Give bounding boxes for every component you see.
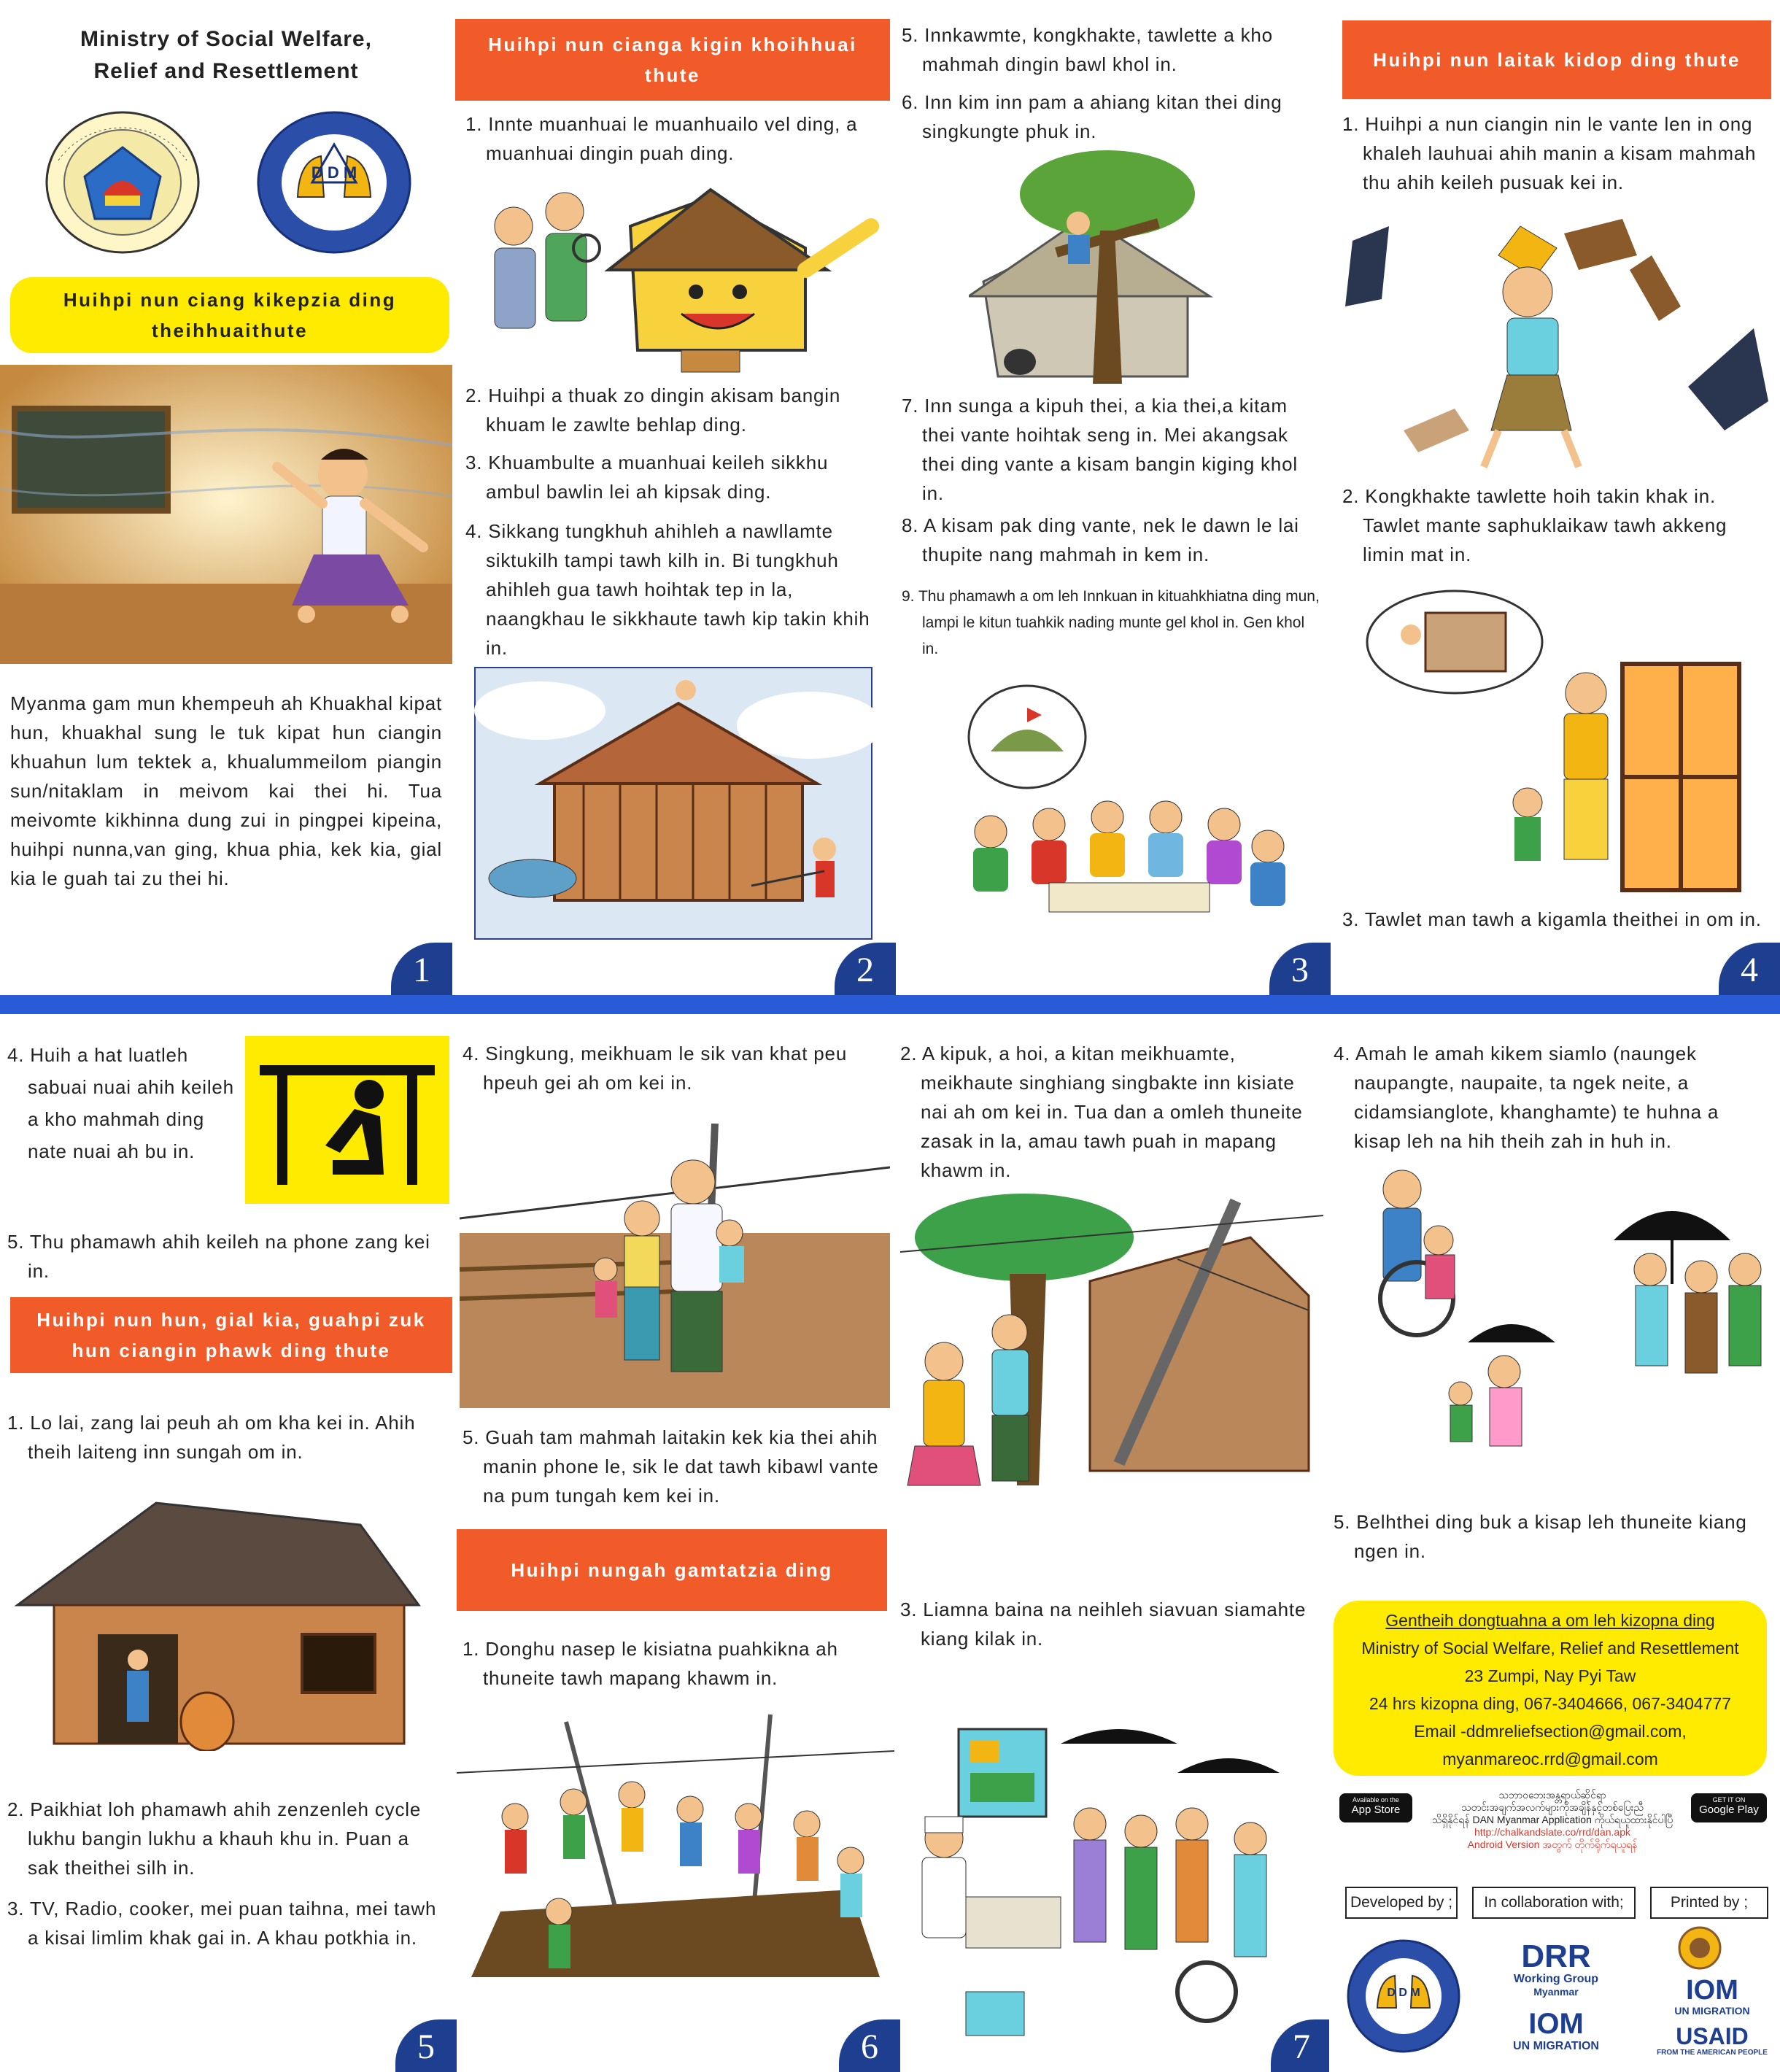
- ministry-title: [44, 23, 409, 88]
- iom-logo-right: [1650, 1976, 1774, 2019]
- community-cleanup-illustration: [457, 1707, 894, 1984]
- app-promo-line-2: သတင်းအချက်အလက်များကိုအချိန်နှင့်တစ်ပြေးညီ: [1460, 1801, 1644, 1813]
- page-number-2: 2: [835, 943, 896, 995]
- drr-working-group-logo: [1494, 1938, 1618, 1999]
- tree-cutting-illustration: [969, 143, 1239, 384]
- fallen-pole-illustration: [900, 1194, 1323, 1500]
- away-from-poles-illustration: [460, 1124, 890, 1408]
- page-number-7: 7: [1271, 2019, 1329, 2072]
- panel-2-header: Huihpi nun cianga kigin khoihhuai thute: [455, 19, 890, 101]
- app-store-badge[interactable]: [1339, 1793, 1412, 1822]
- panel-2-item-3: 3. Khuambulte a muanhuai keileh sikkhu ambul bawlin lei ah kipsak ding.: [465, 452, 829, 503]
- iom-logo-left-sub: UN MIGRATION: [1513, 2040, 1599, 2052]
- usaid-logo-text: USAID: [1676, 2023, 1749, 2049]
- panel-7: [900, 1014, 1329, 2072]
- panel-5-item-3: 3. TV, Radio, cooker, mei puan taihna, mei tawh a kisai limlim khak gai in. A khau potkhia in.: [7, 1898, 437, 1949]
- panel-3-item-6: 6. Inn kim inn pam a ahiang kitan thei ding singkungte phuk in.: [902, 91, 1282, 142]
- page-number-4: 4: [1719, 943, 1780, 995]
- contact-phone: 24 hrs kizopna ding, 067-3404666, 067-3404777: [1369, 1694, 1732, 1713]
- panel-1-intro: Myanma gam mun khempeuh ah Khuakhal kipat hun, khuakhal sung le tuk kipat hun ciangin khuahun lum tektek a, khualummeilom piangin sun/nitaklam in meivom kai thei hi. Tua meivomte kikhinna dung zui in pingpei kipeina, huihpi nunna,van ging, khua phia, kek kia, gial kia le guah tai zu thei hi.: [10, 692, 442, 889]
- roof-repair-illustration: [474, 667, 872, 940]
- page-number-1: 1: [391, 943, 452, 995]
- brochure-inner-side: [0, 1014, 1780, 2072]
- app-promo-line-3: သိရှိနိုင်ရန် DAN Myanmar Application ကိုယ်ရယူထားနိုင်ပါပြီ: [1431, 1814, 1673, 1825]
- panel-5-header: Huihpi nun hun, gial kia, guahpi zuk hun ciangin phawk ding thute: [10, 1297, 452, 1373]
- iom-logo-left: [1494, 2008, 1618, 2059]
- house-inspection-illustration: [463, 182, 886, 379]
- contact-box: [1334, 1601, 1767, 1776]
- family-planning-illustration: [925, 679, 1304, 927]
- panel-6-item-4: 4. Singkung, meikhuam le sik van khat peu hpeuh gei ah om kei in.: [463, 1043, 848, 1094]
- panel-2-item-1: 1. Innte muanhuai le muanhuailo vel ding, a muanhuai dingin puah ding.: [465, 113, 858, 164]
- panel-4-header: Huihpi nun laitak kidop ding thute: [1342, 20, 1771, 99]
- panel-2: [452, 0, 896, 995]
- panel-4-item-2: 2. Kongkhakte tawlette hoih takin khak in. Tawlet mante saphuklaikaw tawh akkeng limin mat in.: [1342, 485, 1727, 565]
- contact-email-2[interactable]: myanmareoc.rrd@gmail.com: [1442, 1750, 1658, 1768]
- panel-8: [1329, 1014, 1780, 2072]
- flying-debris-illustration: [1345, 212, 1768, 474]
- ministry-title-line2: Relief and Resettlement: [93, 59, 359, 83]
- ddm-letters: D D M: [311, 163, 357, 182]
- drr-logo-sub-2: Myanmar: [1533, 1986, 1579, 1998]
- ddm-department-logo: [255, 109, 413, 255]
- closing-windows-illustration: [1345, 584, 1754, 905]
- app-download-url[interactable]: http://chalkandslate.co/rrd/dan.apk: [1474, 1826, 1631, 1838]
- take-cover-icon: [245, 1036, 449, 1204]
- panel-3: [896, 0, 1331, 995]
- ddm-footer-letters: D D M: [1387, 1987, 1420, 1999]
- panel-4-item-3: 3. Tawlet man tawh a kigamla theithei in om in.: [1342, 908, 1762, 930]
- panel-7-item-3: 3. Liamna baina na neihleh siavuan siamahte kiang kilak in.: [900, 1599, 1307, 1650]
- ministry-title-line1: Ministry of Social Welfare,: [80, 27, 372, 51]
- ministry-seal-logo: [44, 109, 201, 255]
- app-promo-text: [1417, 1789, 1688, 1851]
- medical-help-illustration: [900, 1715, 1323, 2057]
- collaboration-label: In collaboration with;: [1472, 1887, 1636, 1919]
- drr-logo-sub-1: Working Group: [1513, 1973, 1599, 1985]
- contact-heading: Gentheih dongtuahna a om leh kizopna ding: [1385, 1611, 1715, 1630]
- panel-2-item-2: 2. Huihpi a thuak zo dingin akisam bangin khuam le zawlte behlap ding.: [465, 384, 841, 436]
- google-play-badge-top: GET IT ON: [1712, 1796, 1746, 1804]
- panel-7-item-2: 2. A kipuk, a hoi, a kitan meikhuamte, meikhaute singhiang singbakte inn kisiate nai ah om kei in. Tua dan a omleh thuneite zasak in la, amau tawh puah in mapang khawm in.: [900, 1043, 1303, 1181]
- panel-4: [1331, 0, 1780, 995]
- page-number-3: 3: [1269, 943, 1331, 995]
- google-play-badge[interactable]: [1691, 1793, 1767, 1822]
- contact-email-1[interactable]: Email -ddmreliefsection@gmail.com,: [1414, 1722, 1687, 1741]
- printer-seal-logo: [1676, 1926, 1723, 1970]
- storm-illustration: [0, 365, 452, 664]
- panel-5-item-2: 2. Paikhiat loh phamawh ahih zenzenleh cycle lukhu bangin lukhu a khauh khu in. Puan a sak theithei silh in.: [7, 1798, 422, 1879]
- contact-address: 23 Zumpi, Nay Pyi Taw: [1464, 1666, 1636, 1685]
- google-play-badge-label: Google Play: [1699, 1804, 1759, 1816]
- panel-6-item-5: 5. Guah tam mahmah laitakin kek kia thei ahih manin phone le, sik le dat tawh kibawl vante na pum tungah kem kei in.: [463, 1426, 879, 1507]
- panel-6-header: Huihpi nungah gamtatzia ding: [457, 1529, 887, 1611]
- app-store-badge-top: Available on the: [1353, 1796, 1399, 1804]
- panel-5-item-1: 1. Lo lai, zang lai peuh ah om kha kei in. Ahih theih laiteng inn sungah om in.: [7, 1412, 416, 1463]
- panel-1-header: Huihpi nun ciang kikepzia ding theihhuaithute: [10, 277, 449, 353]
- printed-by-label: Printed by ;: [1650, 1887, 1768, 1919]
- page-number-6: 6: [839, 2019, 900, 2072]
- usaid-logo: [1650, 2024, 1774, 2065]
- panel-1: [0, 0, 452, 995]
- panel-8-item-4: 4. Amah le amah kikem siamlo (naungek naupangte, naupaite, ta ngek neite, a cidamsianglote, khanghamte) te huhna a kisap leh na hih theih zah in huh in.: [1334, 1043, 1719, 1152]
- panel-6-item-1: 1. Donghu nasep le kisiatna puahkikna ah thuneite tawh mapang khawm in.: [463, 1638, 838, 1689]
- android-download-note: Android Version အတွက် တိုက်ရိုက်ရယူရန်: [1467, 1839, 1638, 1850]
- panel-6: [457, 1014, 900, 2072]
- brochure-outer-side: [0, 0, 1780, 995]
- panel-3-item-7: 7. Inn sunga a kipuh thei, a kia thei,a kitam thei vante hoihtak seng in. Mei akangsak thei ding vante a kisam bangin kiging khol in.: [902, 395, 1298, 504]
- developed-by-label: Developed by ;: [1345, 1887, 1458, 1919]
- panel-3-item-9: 9. Thu phamawh a om leh Innkuan in kituahkhiatna ding mun, lampi le kitun tuahkik nading munte gel khol in. Gen khol in.: [902, 588, 1320, 657]
- page-number-5: 5: [395, 2019, 457, 2072]
- helping-others-illustration: [1336, 1160, 1774, 1452]
- panel-4-item-1: 1. Huihpi a nun ciangin nin le vante len in ong khaleh lauhuai ahih manin a kisam mahmah thu ahih keileh pusuak kei in.: [1342, 113, 1757, 193]
- ddm-logo-footer: [1345, 1938, 1462, 2054]
- panel-5-item-4: 4. Huih a hat luatleh sabuai nuai ahih keileh a kho mahmah ding nate nuai ah bu in.: [7, 1044, 234, 1162]
- panel-5-item-5: 5. Thu phamawh ahih keileh na phone zang kei in.: [7, 1231, 430, 1282]
- app-store-badge-label: App Store: [1351, 1804, 1401, 1816]
- panel-3-item-5: 5. Innkawmte, kongkhakte, tawlette a kho mahmah dingin bawl khol in.: [902, 24, 1273, 75]
- panel-2-item-4: 4. Sikkang tungkhuh ahihleh a nawllamte siktukilh tampi tawh kilh in. Bi tungkhuh ahihleh gua tawh hoihtak tep in la, naangkhau le sikkhaute tawh kip takin khih in.: [465, 520, 870, 659]
- panel-3-item-8: 8. A kisam pak ding vante, nek le dawn le lai thupite nang mahmah in kem in.: [902, 514, 1299, 565]
- iom-logo-left-text: IOM: [1528, 2008, 1584, 2040]
- iom-logo-right-sub: UN MIGRATION: [1674, 2005, 1750, 2017]
- drr-logo-text: DRR: [1521, 1938, 1591, 1974]
- usaid-logo-sub: FROM THE AMERICAN PEOPLE: [1657, 2049, 1768, 2057]
- contact-org: Ministry of Social Welfare, Relief and Resettlement: [1361, 1639, 1739, 1658]
- iom-logo-right-text: IOM: [1686, 1975, 1738, 2006]
- panel-5: [0, 1014, 457, 2072]
- panel-8-item-5: 5. Belhthei ding buk a kisap leh thuneite kiang ngen in.: [1334, 1511, 1747, 1562]
- stay-indoors-illustration: [10, 1496, 441, 1751]
- app-promo-line-1: သဘာဝဘေးအန္တရာယ်ဆိုင်ရာ: [1498, 1789, 1606, 1801]
